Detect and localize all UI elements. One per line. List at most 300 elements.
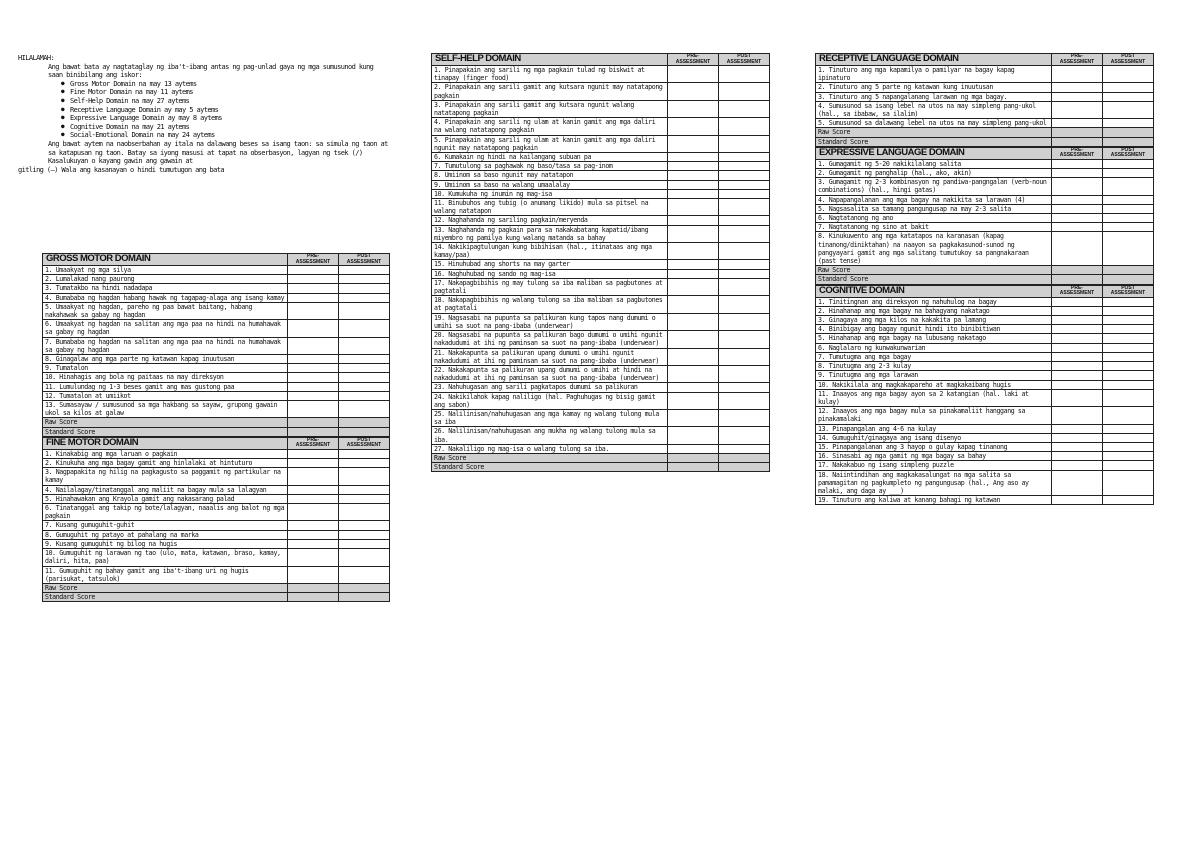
pre-score-cell[interactable] <box>288 337 339 354</box>
expressive-language-table <box>815 147 1154 285</box>
raw-score-row <box>43 418 390 427</box>
post-score-cell[interactable] <box>719 135 770 152</box>
post-score-cell[interactable] <box>1103 334 1154 343</box>
post-score-cell[interactable] <box>1103 389 1154 406</box>
standard-score-label: Standard Score <box>816 137 1052 146</box>
post-score-cell[interactable] <box>1103 452 1154 461</box>
item-text: 12. Tumatalon at umiikot <box>43 391 288 400</box>
item-text: 18. Nakapagbibihis ng walang tulong sa iba maliban sa pagbutones at pagtatali <box>432 296 668 313</box>
pre-score-cell[interactable] <box>668 153 719 162</box>
item-row <box>816 380 1154 389</box>
pre-score-cell[interactable] <box>668 427 719 444</box>
domain-title: EXPRESSIVE LANGUAGE DOMAIN <box>816 147 1052 159</box>
pre-score-cell[interactable] <box>1052 343 1103 352</box>
item-row <box>432 171 770 180</box>
item-text: 2. Hinahanap ang mga bagay na bahagyang nakatago <box>816 306 1052 315</box>
pre-score-cell[interactable] <box>1052 297 1103 306</box>
post-score-cell[interactable] <box>1103 178 1154 195</box>
pre-score-cell[interactable] <box>288 494 339 503</box>
item-row <box>816 470 1154 496</box>
pre-score-cell[interactable] <box>1052 128 1103 137</box>
post-score-cell[interactable] <box>339 427 390 436</box>
post-score-cell[interactable] <box>1103 92 1154 101</box>
item-text: 8. Ginagalaw ang mga parte ng katawan kapag inuutusan <box>43 355 288 364</box>
pre-score-cell[interactable] <box>1052 442 1103 451</box>
pre-score-cell[interactable] <box>1052 232 1103 266</box>
pre-score-cell[interactable] <box>288 566 339 583</box>
post-score-cell[interactable] <box>719 171 770 180</box>
item-text: 3. Tumatakbo na hindi nadadapa <box>43 284 288 293</box>
item-text: 4. Bumababa ng hagdan habang hawak ng tagapag-alaga ang isang kamay <box>43 293 288 302</box>
item-row <box>816 433 1154 442</box>
standard-score-label: Standard Score <box>43 427 288 436</box>
pre-score-cell[interactable] <box>288 302 339 319</box>
item-row <box>43 401 390 418</box>
item-text: 27. Nakaliligo ng mag-isa o walang tulong sa iba. <box>432 444 668 453</box>
post-score-cell[interactable] <box>1103 442 1154 451</box>
post-score-cell[interactable] <box>339 266 390 275</box>
pre-score-cell[interactable] <box>668 348 719 365</box>
item-text: 11. Binubuhos ang tubig (o anumang likido) mula sa pitsel na walang natatapon <box>432 199 668 216</box>
post-score-cell[interactable] <box>719 66 770 83</box>
pre-score-cell[interactable] <box>668 278 719 295</box>
post-score-cell[interactable] <box>719 153 770 162</box>
post-score-cell[interactable] <box>1103 461 1154 470</box>
item-text: 13. Sumasayaw / sumusunod sa mga hakbang sa sayaw, grupong gawain ukol sa kilos at galaw <box>43 401 288 418</box>
pre-score-cell[interactable] <box>1052 352 1103 361</box>
post-score-cell[interactable] <box>719 199 770 216</box>
post-assessment-header: POST ASSESSMENT <box>339 254 390 266</box>
pre-score-cell[interactable] <box>1052 101 1103 118</box>
pre-score-cell[interactable] <box>668 199 719 216</box>
pre-score-cell[interactable] <box>668 180 719 189</box>
pre-score-cell[interactable] <box>1052 119 1103 128</box>
item-text: 1. Tinuturo ang mga kapamilya o pamilyar na bagay kapag ipinaturo <box>816 66 1052 83</box>
item-row <box>432 278 770 295</box>
pre-score-cell[interactable] <box>1052 275 1103 284</box>
post-score-cell[interactable] <box>719 409 770 426</box>
pre-score-cell[interactable] <box>288 539 339 548</box>
post-score-cell[interactable] <box>339 504 390 521</box>
item-row <box>432 153 770 162</box>
post-score-cell[interactable] <box>339 494 390 503</box>
item-row <box>43 494 390 503</box>
pre-score-cell[interactable] <box>668 269 719 278</box>
item-text: 10. Nakikilala ang magkakapareho at magkakaibang hugis <box>816 380 1052 389</box>
pre-score-cell[interactable] <box>1052 461 1103 470</box>
item-text: 5. Hinahawakan ang Krayola gamit ang nakasarang palad <box>43 494 288 503</box>
item-text: 4. Napapangalanan ang mga bagay na nakikita sa larawan (4) <box>816 195 1052 204</box>
post-score-cell[interactable] <box>339 449 390 458</box>
post-score-cell[interactable] <box>1103 275 1154 284</box>
item-text: 1. Umaakyat ng mga silya <box>43 266 288 275</box>
pre-score-cell[interactable] <box>1052 66 1103 83</box>
item-text: 6. Tinatanggal ang takip ng bote/lalagyan, naaalis ang balot ng mga pagkain <box>43 504 288 521</box>
pre-score-cell[interactable] <box>668 365 719 382</box>
item-row <box>816 352 1154 361</box>
pre-score-cell[interactable] <box>288 355 339 364</box>
item-row <box>43 539 390 548</box>
pre-score-cell[interactable] <box>668 409 719 426</box>
pre-score-cell[interactable] <box>668 216 719 225</box>
standard-score-row <box>43 593 390 602</box>
pre-score-cell[interactable] <box>1052 433 1103 442</box>
post-score-cell[interactable] <box>1103 195 1154 204</box>
pre-score-cell[interactable] <box>668 162 719 171</box>
post-score-cell[interactable] <box>1103 223 1154 232</box>
pre-score-cell[interactable] <box>668 83 719 100</box>
item-text: 23. Nahuhugasan ang sarili pagkatapos dumumi sa palikuran <box>432 383 668 392</box>
post-score-cell[interactable] <box>1103 119 1154 128</box>
post-score-cell[interactable] <box>1103 424 1154 433</box>
post-score-cell[interactable] <box>339 337 390 354</box>
pre-score-cell[interactable] <box>1052 325 1103 334</box>
post-score-cell[interactable] <box>339 530 390 539</box>
item-row <box>432 296 770 313</box>
item-text: 9. Kusang gumuguhit ng bilog na hugis <box>43 539 288 548</box>
post-score-cell[interactable] <box>1103 128 1154 137</box>
item-text: 14. Nakikipagtulungan kung bibihisan (hal., itinataas ang mga kamay/paa) <box>432 243 668 260</box>
item-row <box>432 444 770 453</box>
post-score-cell[interactable] <box>719 269 770 278</box>
post-score-cell[interactable] <box>339 355 390 364</box>
item-text: 10. Hinahagis ang bola ng paitaas na may direksyon <box>43 373 288 382</box>
pre-score-cell[interactable] <box>668 296 719 313</box>
post-score-cell[interactable] <box>719 296 770 313</box>
item-row <box>432 162 770 171</box>
pre-score-cell[interactable] <box>1052 159 1103 168</box>
pre-score-cell[interactable] <box>1052 266 1103 275</box>
post-score-cell[interactable] <box>719 348 770 365</box>
item-row <box>432 118 770 135</box>
pre-score-cell[interactable] <box>668 313 719 330</box>
pre-score-cell[interactable] <box>1052 204 1103 213</box>
post-score-cell[interactable] <box>1103 470 1154 496</box>
post-score-cell[interactable] <box>339 539 390 548</box>
post-score-cell[interactable] <box>719 216 770 225</box>
pre-score-cell[interactable] <box>1052 316 1103 325</box>
item-text: 18. Naiintindihan ang magkakasalungat na mga salita sa pamamagitan ng pagkumpleto ng pangungusap (hal., Ang aso ay malaki, ang daga ay ___) <box>816 470 1052 496</box>
item-text: 9. Tinutugma ang mga larawan <box>816 371 1052 380</box>
post-score-cell[interactable] <box>1103 496 1154 505</box>
item-text: 9. Tumatalon <box>43 364 288 373</box>
post-score-cell[interactable] <box>339 275 390 284</box>
post-score-cell[interactable] <box>1103 352 1154 361</box>
pre-score-cell[interactable] <box>288 418 339 427</box>
item-text: 6. Kumakain ng hindi na kailangang subuan pa <box>432 153 668 162</box>
post-score-cell[interactable] <box>339 293 390 302</box>
fine-motor-table <box>42 437 390 602</box>
pre-score-cell[interactable] <box>668 453 719 462</box>
post-score-cell[interactable] <box>1103 433 1154 442</box>
standard-score-row <box>816 275 1154 284</box>
item-text: 3. Tinuturo ang 5 napangalanang larawan ng mga bagay. <box>816 92 1052 101</box>
domain-list-item: ● Receptive Language Domain ay may 5 aytems <box>70 106 388 115</box>
post-score-cell[interactable] <box>719 180 770 189</box>
item-row <box>432 427 770 444</box>
item-row <box>43 266 390 275</box>
pre-score-cell[interactable] <box>288 530 339 539</box>
item-row <box>432 313 770 330</box>
post-score-cell[interactable] <box>339 583 390 592</box>
post-score-cell[interactable] <box>1103 306 1154 315</box>
item-row <box>432 331 770 348</box>
pre-score-cell[interactable] <box>288 382 339 391</box>
pre-score-cell[interactable] <box>668 243 719 260</box>
pre-score-cell[interactable] <box>288 364 339 373</box>
pre-score-cell[interactable] <box>668 100 719 117</box>
domain-title: COGNITIVE DOMAIN <box>816 285 1052 297</box>
post-score-cell[interactable] <box>339 401 390 418</box>
item-text: 6. Umaakyat ng hagdan na salitan ang mga paa na hindi na humahawak sa gabay ng hagdan <box>43 320 288 337</box>
pre-score-cell[interactable] <box>288 293 339 302</box>
pre-score-cell[interactable] <box>1052 424 1103 433</box>
item-text: 10. Kumukuha ng inumin ng mag-isa <box>432 189 668 198</box>
item-row <box>816 442 1154 451</box>
pre-score-cell[interactable] <box>1052 195 1103 204</box>
item-row <box>432 180 770 189</box>
post-score-cell[interactable] <box>719 243 770 260</box>
pre-score-cell[interactable] <box>668 331 719 348</box>
pre-score-cell[interactable] <box>1052 380 1103 389</box>
post-score-cell[interactable] <box>1103 101 1154 118</box>
domain-header-row <box>43 254 390 266</box>
post-score-cell[interactable] <box>1103 159 1154 168</box>
item-row <box>816 334 1154 343</box>
pre-score-cell[interactable] <box>1052 407 1103 424</box>
pre-score-cell[interactable] <box>288 373 339 382</box>
item-row <box>816 169 1154 178</box>
post-score-cell[interactable] <box>1103 214 1154 223</box>
item-text: 8. Tinutugma ang 2-3 kulay <box>816 362 1052 371</box>
item-row <box>816 178 1154 195</box>
post-score-cell[interactable] <box>339 364 390 373</box>
item-row <box>816 461 1154 470</box>
pre-score-cell[interactable] <box>668 118 719 135</box>
post-score-cell[interactable] <box>1103 362 1154 371</box>
standard-score-row <box>43 427 390 436</box>
domain-list-item: ● Cognitive Domain na may 21 aytems <box>70 123 388 132</box>
item-text: 3. Nagpapakita ng hilig na pagkagusto sa paggamit ng partikular na kamay <box>43 468 288 485</box>
pre-score-cell[interactable] <box>288 391 339 400</box>
item-text: 7. Bumababa ng hagdan na salitan ang mga paa na hindi na humahawak sa gabay ng hagdan <box>43 337 288 354</box>
pre-score-cell[interactable] <box>288 284 339 293</box>
pre-score-cell[interactable] <box>668 260 719 269</box>
post-score-cell[interactable] <box>1103 83 1154 92</box>
post-score-cell[interactable] <box>719 313 770 330</box>
post-score-cell[interactable] <box>339 459 390 468</box>
item-row <box>432 243 770 260</box>
post-score-cell[interactable] <box>339 302 390 319</box>
post-score-cell[interactable] <box>1103 316 1154 325</box>
item-row <box>816 343 1154 352</box>
pre-score-cell[interactable] <box>1052 496 1103 505</box>
item-text: 1. Kinakabig ang mga laruan o pagkain <box>43 449 288 458</box>
post-score-cell[interactable] <box>1103 380 1154 389</box>
pre-score-cell[interactable] <box>288 549 339 566</box>
post-score-cell[interactable] <box>719 83 770 100</box>
pre-score-cell[interactable] <box>668 135 719 152</box>
item-row <box>816 195 1154 204</box>
post-score-cell[interactable] <box>339 593 390 602</box>
pre-score-cell[interactable] <box>288 459 339 468</box>
domain-list <box>18 80 388 140</box>
item-row <box>432 225 770 242</box>
item-text: 6. Naglalaro ng kunwakunwarian <box>816 343 1052 352</box>
post-score-cell[interactable] <box>1103 232 1154 266</box>
instructions-para2: Ang bawat aytem na naobserbahan ay itala na dalawang beses sa isang taon: sa simula ng taon at sa katapusan ng taon. Batay sa iyong masusi at tapat na obserbasyon, lagyan ng tsek (/) Kasalukuyan o kayang gawin ang gawain at <box>48 139 388 166</box>
post-score-cell[interactable] <box>719 331 770 348</box>
raw-score-row <box>43 583 390 592</box>
pre-score-cell[interactable] <box>288 583 339 592</box>
item-row <box>43 382 390 391</box>
item-row <box>43 530 390 539</box>
item-row <box>43 391 390 400</box>
pre-score-cell[interactable] <box>288 320 339 337</box>
post-score-cell[interactable] <box>719 260 770 269</box>
item-row <box>816 371 1154 380</box>
pre-score-cell[interactable] <box>668 171 719 180</box>
post-score-cell[interactable] <box>1103 343 1154 352</box>
post-score-cell[interactable] <box>1103 325 1154 334</box>
pre-score-cell[interactable] <box>288 401 339 418</box>
pre-score-cell[interactable] <box>668 392 719 409</box>
post-score-cell[interactable] <box>339 284 390 293</box>
post-score-cell[interactable] <box>339 418 390 427</box>
post-score-cell[interactable] <box>339 566 390 583</box>
pre-score-cell[interactable] <box>1052 137 1103 146</box>
pre-score-cell[interactable] <box>288 521 339 530</box>
item-row <box>432 260 770 269</box>
post-score-cell[interactable] <box>719 383 770 392</box>
item-text: 5. Pinapakain ang sarili ng ulam at kanin gamit ang mga daliri ngunit may natatapong pagkain <box>432 135 668 152</box>
pre-score-cell[interactable] <box>1052 92 1103 101</box>
item-row <box>816 389 1154 406</box>
post-score-cell[interactable] <box>1103 169 1154 178</box>
pre-score-cell[interactable] <box>288 485 339 494</box>
item-text: 6. Nagtatanong ng ano <box>816 214 1052 223</box>
pre-score-cell[interactable] <box>1052 214 1103 223</box>
pre-score-cell[interactable] <box>1052 83 1103 92</box>
post-score-cell[interactable] <box>719 365 770 382</box>
domain-header-row <box>816 54 1154 66</box>
item-text: 3. Pinapakain ang sarili gamit ang kutsara ngunit walang natatapong pagkain <box>432 100 668 117</box>
pre-score-cell[interactable] <box>1052 169 1103 178</box>
pre-score-cell[interactable] <box>288 593 339 602</box>
pre-score-cell[interactable] <box>288 504 339 521</box>
item-row <box>43 302 390 319</box>
post-score-cell[interactable] <box>719 189 770 198</box>
raw-score-row <box>816 128 1154 137</box>
post-score-cell[interactable] <box>339 391 390 400</box>
post-score-cell[interactable] <box>719 118 770 135</box>
item-row <box>43 373 390 382</box>
pre-score-cell[interactable] <box>1052 334 1103 343</box>
post-score-cell[interactable] <box>339 468 390 485</box>
post-score-cell[interactable] <box>719 427 770 444</box>
post-score-cell[interactable] <box>339 485 390 494</box>
pre-score-cell[interactable] <box>1052 470 1103 496</box>
pre-score-cell[interactable] <box>288 266 339 275</box>
item-row <box>43 549 390 566</box>
post-score-cell[interactable] <box>1103 407 1154 424</box>
post-score-cell[interactable] <box>719 162 770 171</box>
post-score-cell[interactable] <box>1103 297 1154 306</box>
pre-score-cell[interactable] <box>288 449 339 458</box>
domain-header-row <box>43 437 390 449</box>
post-score-cell[interactable] <box>719 278 770 295</box>
standard-score-label: Standard Score <box>43 593 288 602</box>
pre-score-cell[interactable] <box>1052 452 1103 461</box>
item-row <box>43 320 390 337</box>
post-score-cell[interactable] <box>1103 66 1154 83</box>
pre-score-cell[interactable] <box>668 383 719 392</box>
standard-score-label: Standard Score <box>432 463 668 472</box>
post-score-cell[interactable] <box>339 549 390 566</box>
post-score-cell[interactable] <box>1103 266 1154 275</box>
item-text: 8. Umiinom sa baso ngunit may natatapon <box>432 171 668 180</box>
item-row <box>432 383 770 392</box>
instructions-heading: HILALAMAH: <box>18 54 55 62</box>
pre-score-cell[interactable] <box>288 275 339 284</box>
post-score-cell[interactable] <box>719 463 770 472</box>
item-text: 20. Nagsasabi na pupunta sa palikuran bago dumumi o umihi ngunit nakadudumi at ihi ng paminsan sa suot na pang-ibaba (underwear) <box>432 331 668 348</box>
pre-score-cell[interactable] <box>1052 306 1103 315</box>
post-score-cell[interactable] <box>339 382 390 391</box>
instructions-para3: gitling (–) Wala ang kasanayan o hindi tumutugon ang bata <box>18 165 225 174</box>
pre-score-cell[interactable] <box>668 463 719 472</box>
item-text: 15. Hinuhubad ang shorts na may garter <box>432 260 668 269</box>
pre-score-cell[interactable] <box>668 444 719 453</box>
pre-score-cell[interactable] <box>1052 362 1103 371</box>
item-row <box>816 424 1154 433</box>
pre-score-cell[interactable] <box>668 66 719 83</box>
item-text: 5. Umaakyat ng hagdan, pareho ng paa bawat baitang, habang nakahawak sa gabay ng hagdan <box>43 302 288 319</box>
pre-score-cell[interactable] <box>668 225 719 242</box>
post-score-cell[interactable] <box>339 373 390 382</box>
receptive-language-table <box>815 53 1154 147</box>
post-score-cell[interactable] <box>719 453 770 462</box>
item-text: 12. Inaayos ang mga bagay mula sa pinakamaliit hanggang sa pinakamalaki <box>816 407 1052 424</box>
raw-score-label: Raw Score <box>43 418 288 427</box>
item-row <box>816 452 1154 461</box>
pre-score-cell[interactable] <box>668 189 719 198</box>
post-score-cell[interactable] <box>339 320 390 337</box>
post-score-cell[interactable] <box>719 392 770 409</box>
post-score-cell[interactable] <box>1103 137 1154 146</box>
item-row <box>432 83 770 100</box>
pre-score-cell[interactable] <box>288 468 339 485</box>
pre-score-cell[interactable] <box>1052 178 1103 195</box>
pre-score-cell[interactable] <box>1052 389 1103 406</box>
pre-score-cell[interactable] <box>1052 371 1103 380</box>
item-text: 1. Tinitingnan ang direksyon ng nahuhulog na bagay <box>816 297 1052 306</box>
item-text: 7. Kusang gumuguhit-guhit <box>43 521 288 530</box>
item-text: 13. Pinapangalan ang 4-6 na kulay <box>816 424 1052 433</box>
item-row <box>816 204 1154 213</box>
instructions <box>18 54 388 174</box>
item-row <box>816 316 1154 325</box>
pre-score-cell[interactable] <box>288 427 339 436</box>
post-score-cell[interactable] <box>339 521 390 530</box>
post-score-cell[interactable] <box>719 100 770 117</box>
standard-score-label: Standard Score <box>816 275 1052 284</box>
post-score-cell[interactable] <box>1103 204 1154 213</box>
post-score-cell[interactable] <box>1103 371 1154 380</box>
pre-score-cell[interactable] <box>1052 223 1103 232</box>
post-score-cell[interactable] <box>719 225 770 242</box>
post-score-cell[interactable] <box>719 444 770 453</box>
